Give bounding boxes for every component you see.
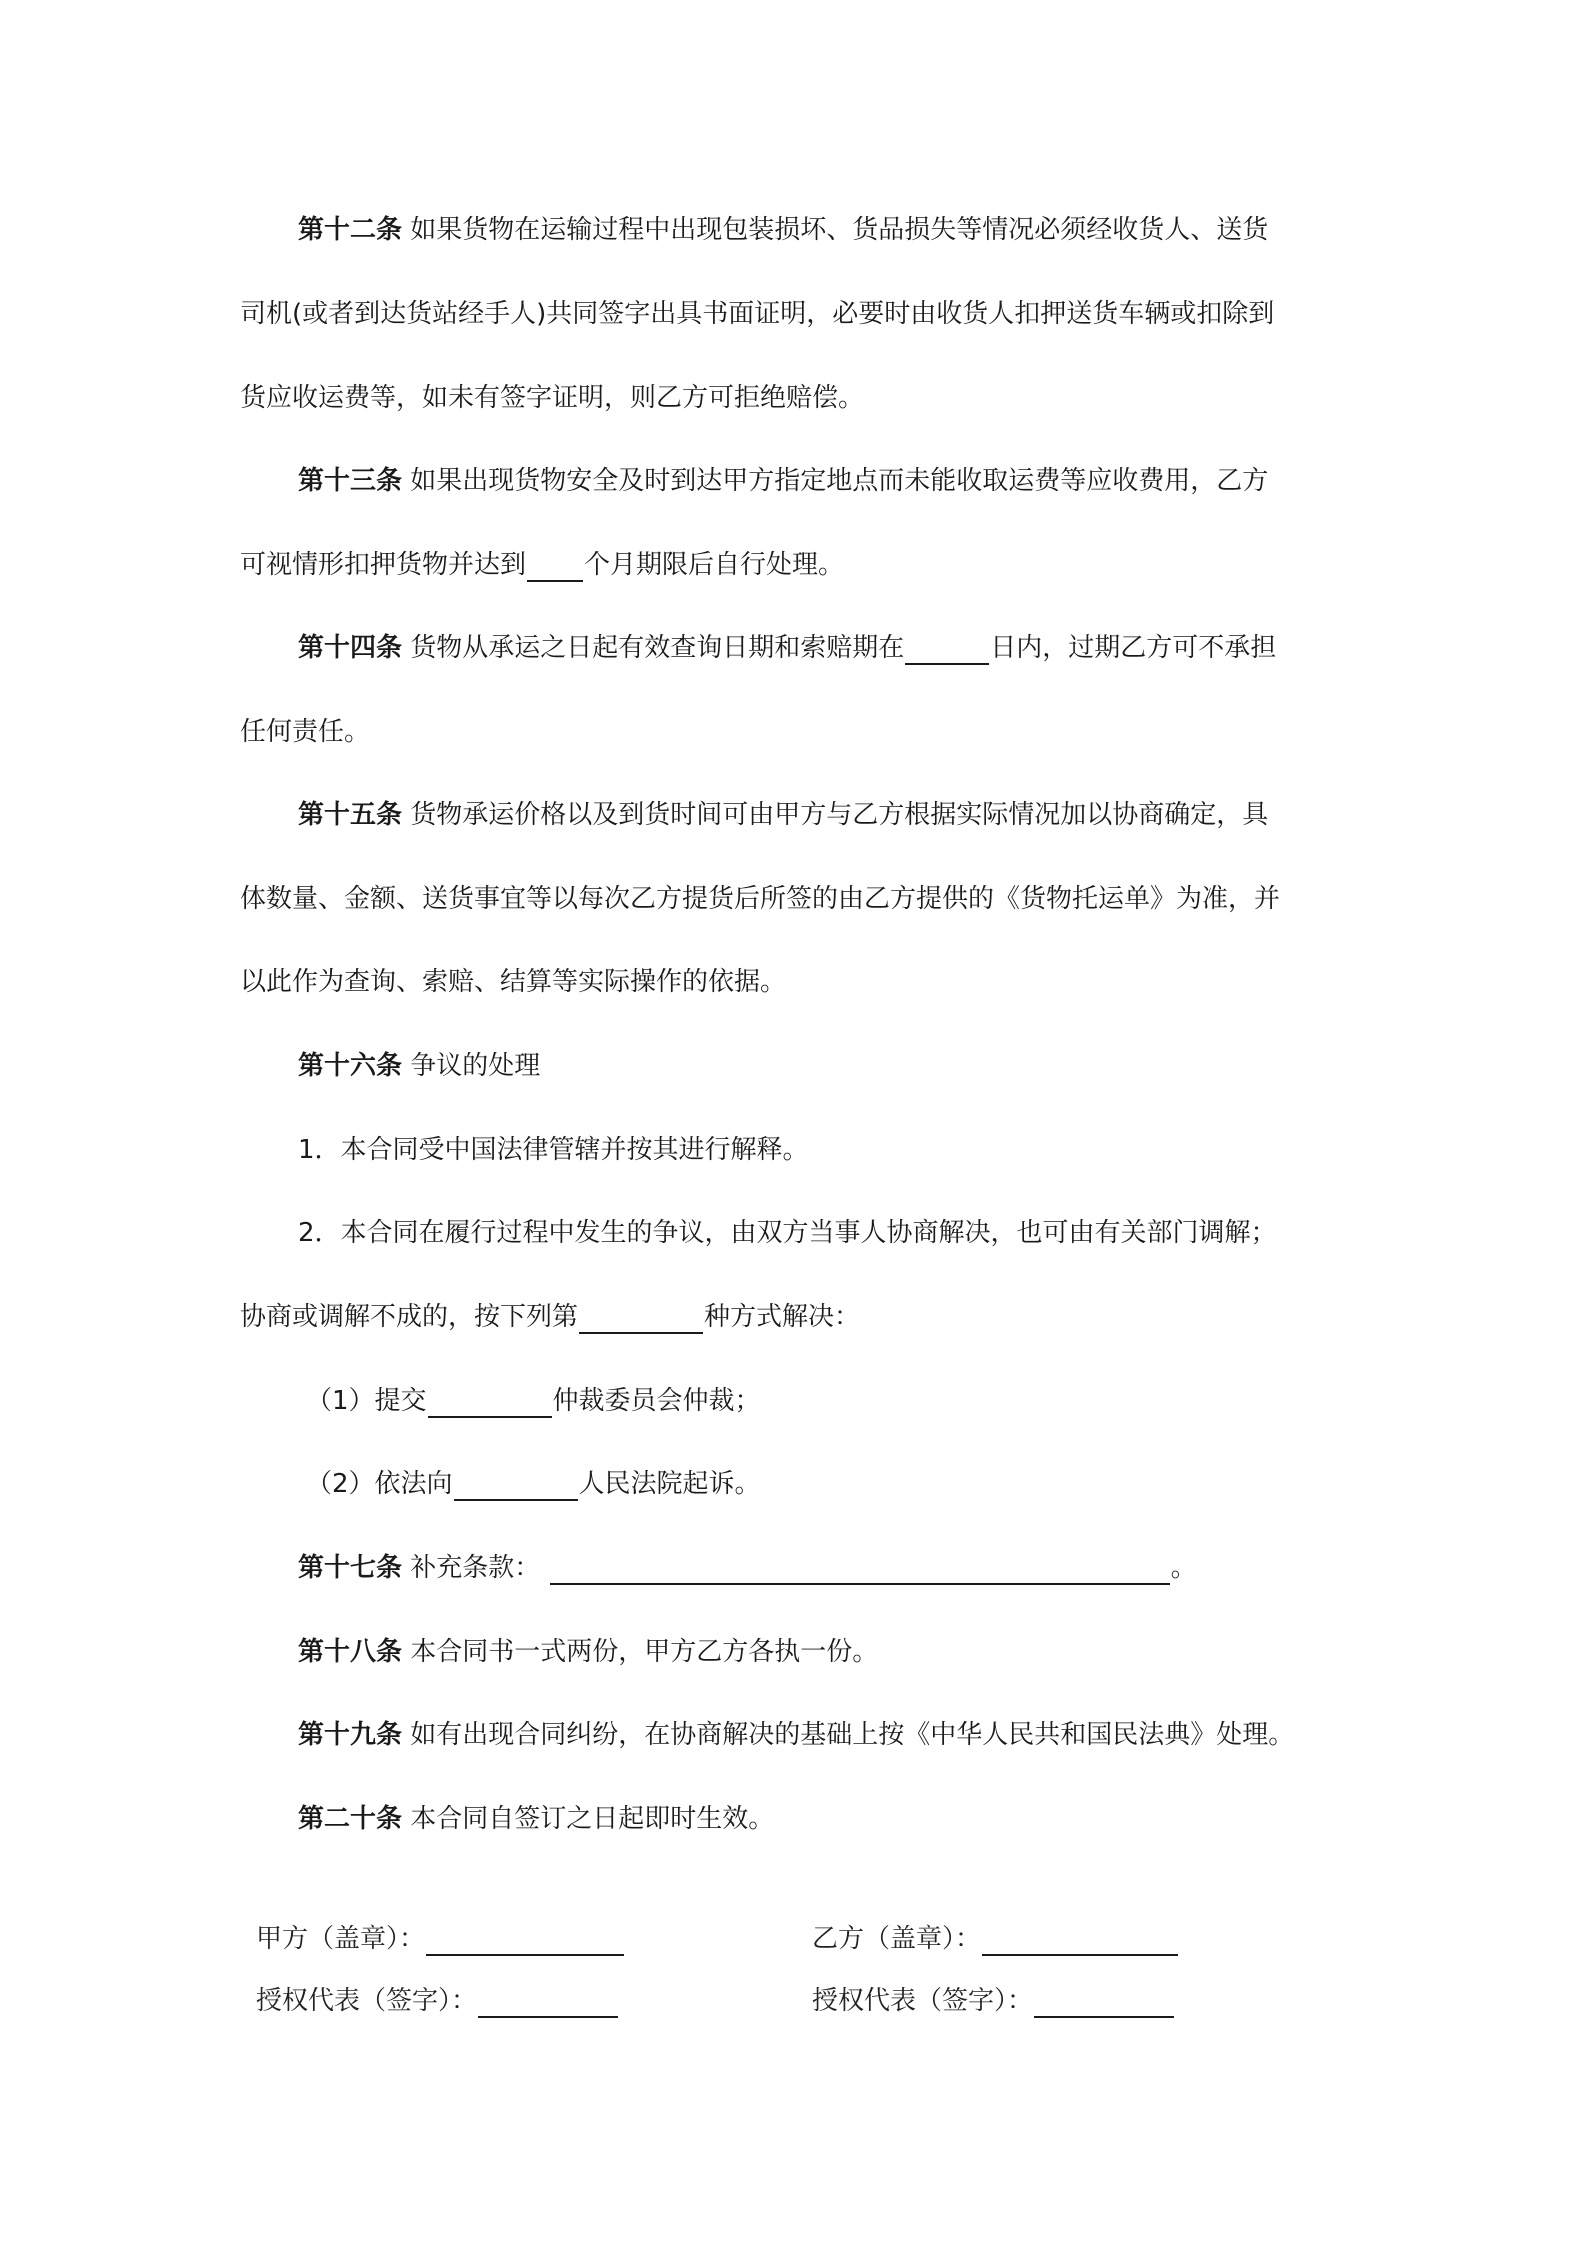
article-16-title: 争议的处理 [410, 1051, 541, 1081]
party-b-label: 乙方（盖章）： [812, 1924, 982, 1954]
supplementary-terms-blank[interactable] [550, 1553, 1170, 1585]
article-14-text-a: 货物从承运之日起有效查询日期和索赔期在 [410, 633, 905, 663]
article-12-heading: 第十二条 [298, 215, 403, 245]
party-a-seal [256, 1922, 625, 1956]
article-16-item-2-cont [240, 1300, 860, 1334]
method-text-b: 种方式解决： [704, 1302, 861, 1332]
article-12-line-1 [298, 213, 1268, 247]
method-text-a: 协商或调解不成的，按下列第 [240, 1302, 579, 1332]
party-b-seal-blank[interactable] [982, 1926, 1178, 1956]
article-18-text: 本合同书一式两份，甲方乙方各执一份。 [410, 1637, 879, 1667]
article-14-line-1 [298, 631, 1276, 665]
article-15-text: 货物承运价格以及到货时间可由甲方与乙方根据实际情况加以协商确定，具 [410, 800, 1269, 830]
months-blank[interactable] [527, 550, 583, 582]
article-14-heading: 第十四条 [298, 633, 403, 663]
article-17-line [298, 1551, 1197, 1585]
party-a-representative [256, 1984, 619, 2018]
article-15-line-3: 以此作为查询、索赔、结算等实际操作的依据。 [240, 967, 787, 997]
party-a-label: 甲方（盖章）： [256, 1924, 426, 1954]
party-a-seal-blank[interactable] [426, 1926, 624, 1956]
article-17-text: 补充条款： [410, 1553, 541, 1583]
article-16-heading: 第十六条 [298, 1051, 403, 1081]
rep-a-signature-blank[interactable] [478, 1988, 618, 2018]
rep-b-label: 授权代表（签字）： [812, 1986, 1034, 2016]
article-16-title-line [298, 1049, 540, 1083]
article-12-line-3: 货应收运费等，如未有签字证明，则乙方可拒绝赔偿。 [240, 383, 865, 413]
article-13-text: 如果出现货物安全及时到达甲方指定地点而未能收取运费等应收费用，乙方 [410, 466, 1269, 496]
article-12-line-2: 司机(或者到达货站经手人)共同签字出具书面证明，必要时由收货人扣押送货车辆或扣除到 [240, 299, 1275, 329]
article-16-option-2 [306, 1467, 761, 1501]
article-13-heading: 第十三条 [298, 466, 403, 496]
option-2-text-a: （2）依法向 [306, 1469, 453, 1499]
article-19-heading: 第十九条 [298, 1720, 403, 1750]
court-blank[interactable] [454, 1469, 578, 1501]
party-b-representative [812, 1984, 1175, 2018]
article-12-text: 如果货物在运输过程中出现包装损坏、货品损失等情况必须经收货人、送货 [410, 215, 1269, 245]
rep-a-label: 授权代表（签字）： [256, 1986, 478, 2016]
article-13-line-2 [240, 548, 844, 582]
article-19-text: 如有出现合同纠纷，在协商解决的基础上按《中华人民共和国民法典》处理。 [410, 1720, 1295, 1750]
article-20-heading: 第二十条 [298, 1804, 403, 1834]
article-13-line-1 [298, 464, 1268, 498]
party-b-seal [812, 1922, 1179, 1956]
article-19-line [298, 1718, 1294, 1752]
article-20-line [298, 1802, 774, 1836]
article-14-line-2: 任何责任。 [240, 717, 371, 747]
rep-b-signature-blank[interactable] [1034, 1988, 1174, 2018]
article-16-item-2: 2．本合同在履行过程中发生的争议，由双方当事人协商解决，也可由有关部门调解； [298, 1218, 1277, 1248]
option-1-text-b: 仲裁委员会仲裁； [552, 1386, 761, 1416]
article-16-item-1: 1．本合同受中国法律管辖并按其进行解释。 [298, 1135, 809, 1165]
article-15-heading: 第十五条 [298, 800, 403, 830]
article-15-line-2: 体数量、金额、送货事宜等以每次乙方提货后所签的由乙方提供的《货物托运单》为准，并 [240, 884, 1281, 914]
article-18-heading: 第十八条 [298, 1637, 403, 1667]
article-13-text-a: 可视情形扣押货物并达到 [240, 550, 527, 580]
method-blank[interactable] [579, 1302, 703, 1334]
option-1-text-a: （1）提交 [306, 1386, 427, 1416]
article-18-line [298, 1635, 878, 1669]
article-15-line-1 [298, 798, 1268, 832]
article-17-heading: 第十七条 [298, 1553, 403, 1583]
arbitration-blank[interactable] [428, 1386, 552, 1418]
article-17-end: 。 [1170, 1553, 1197, 1583]
article-16-option-1 [306, 1384, 761, 1418]
article-14-text-b: 日内，过期乙方可不承担 [990, 633, 1277, 663]
option-2-text-b: 人民法院起诉。 [578, 1469, 761, 1499]
days-blank[interactable] [905, 633, 989, 665]
article-20-text: 本合同自签订之日起即时生效。 [410, 1804, 775, 1834]
article-13-text-b: 个月期限后自行处理。 [584, 550, 845, 580]
